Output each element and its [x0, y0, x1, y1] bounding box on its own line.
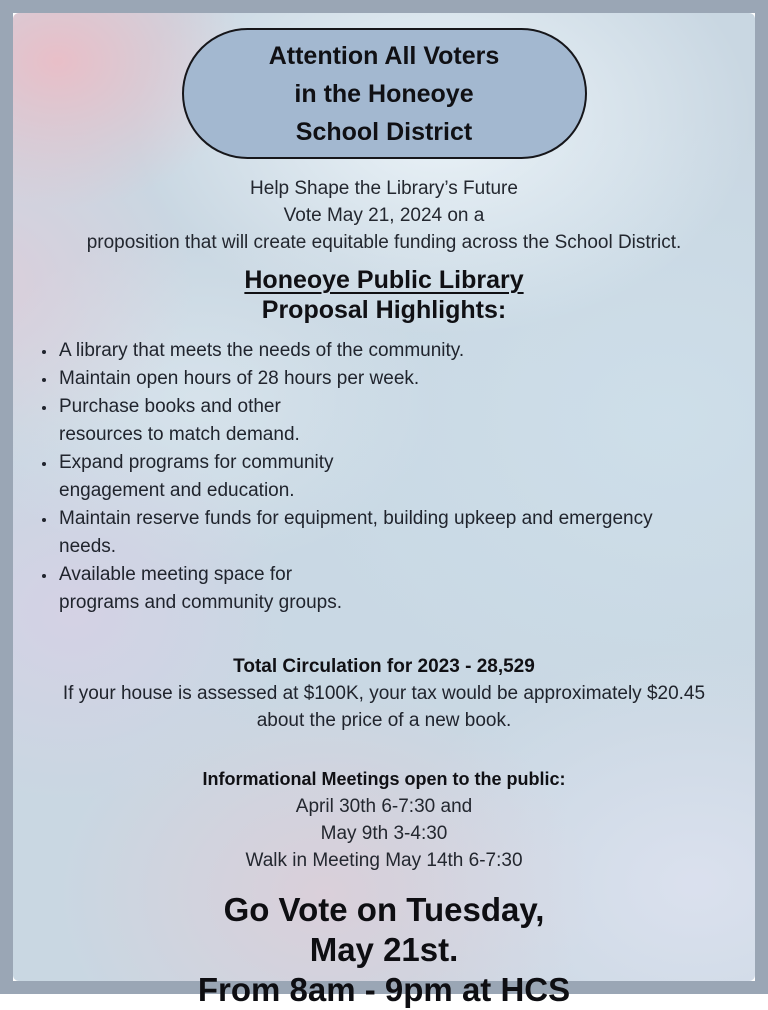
circulation-line: If your house is assessed at $100K, your tax would be approximately $20.45 [62, 683, 706, 704]
highlight-item: • Maintain reserve funds for equipment, building upkeep and emergency needs. [57, 505, 755, 561]
meetings-title: Informational Meetings open to the public: [202, 769, 566, 789]
banner-line: in the Honeoye [294, 79, 474, 108]
go-vote-callout [13, 890, 755, 1010]
meeting-line: April 30th 6-7:30 and [295, 796, 473, 817]
banner-line: Attention All Voters [268, 41, 500, 70]
circulation-line: about the price of a new book. [256, 710, 512, 731]
circulation-section [13, 653, 755, 734]
proposal-title: Honeoye Public Library [244, 266, 524, 294]
cta-line: Go Vote on Tuesday, [223, 891, 545, 928]
intro-line: proposition that will create equitable funding across the School District. [86, 232, 682, 253]
cta-line: May 21st. [309, 931, 459, 968]
cta-line: From 8am - 9pm at HCS [197, 971, 571, 1008]
attention-banner [182, 28, 587, 159]
proposal-subtitle: Proposal Highlights: [261, 296, 507, 324]
circulation-title: Total Circulation for 2023 - 28,529 [233, 656, 535, 677]
meeting-line: Walk in Meeting May 14th 6-7:30 [245, 850, 523, 871]
meeting-line: May 9th 3-4:30 [320, 823, 448, 844]
highlight-item: • Expand programs for community engagement and education. [57, 449, 755, 505]
banner-line: School District [295, 117, 473, 146]
highlight-item: • Maintain open hours of 28 hours per week. [57, 365, 755, 393]
highlight-item: • Available meeting space for programs and community groups. [57, 561, 755, 617]
proposal-heading [13, 265, 755, 325]
highlight-item: • A library that meets the needs of the community. [57, 337, 755, 365]
intro-line: Vote May 21, 2024 on a [283, 205, 485, 226]
intro-line: Help Shape the Library’s Future [250, 178, 518, 199]
intro-text [13, 175, 755, 256]
highlights-list [13, 337, 755, 617]
meetings-section [13, 766, 755, 874]
flyer-content [13, 28, 755, 1008]
highlight-item: • Purchase books and other resources to match demand. [57, 393, 755, 449]
